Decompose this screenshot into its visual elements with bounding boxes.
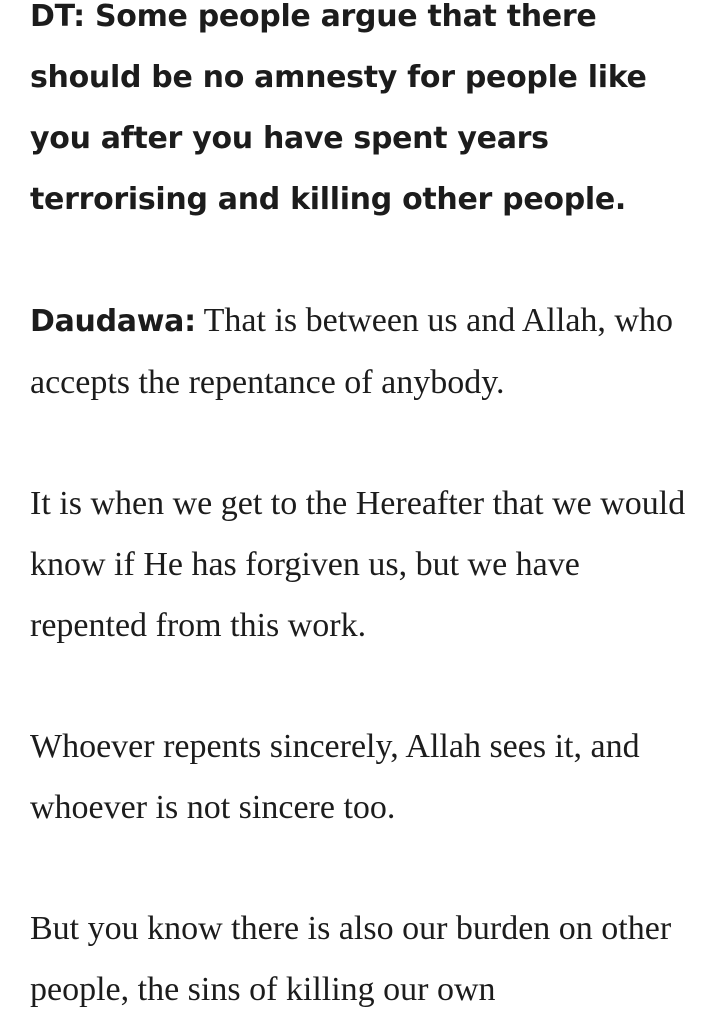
answer-paragraph: It is when we get to the Hereafter that we would know if He has forgiven us, but we have repented from this work. — [30, 485, 686, 644]
article-body — [30, 0, 700, 1020]
paragraph-spacer — [30, 656, 700, 716]
speaker-label: Daudawa: — [30, 304, 196, 339]
answer-paragraph: But you know there is also our burden on other people, the sins of killing our own — [30, 910, 672, 1008]
paragraph-spacer — [30, 230, 700, 290]
interview-answer — [30, 290, 700, 413]
answer-paragraph: Whoever repents sincerely, Allah sees it, and whoever is not sincere too. — [30, 728, 640, 826]
paragraph-spacer — [30, 838, 700, 898]
paragraph-spacer — [30, 413, 700, 473]
interview-question: DT: Some people argue that there should be no amnesty for people like you after you have spent years terrorising and killing other people. — [30, 0, 647, 217]
answer-text: That is between us and Allah, who accepts the repentance of anybody. — [30, 302, 673, 401]
